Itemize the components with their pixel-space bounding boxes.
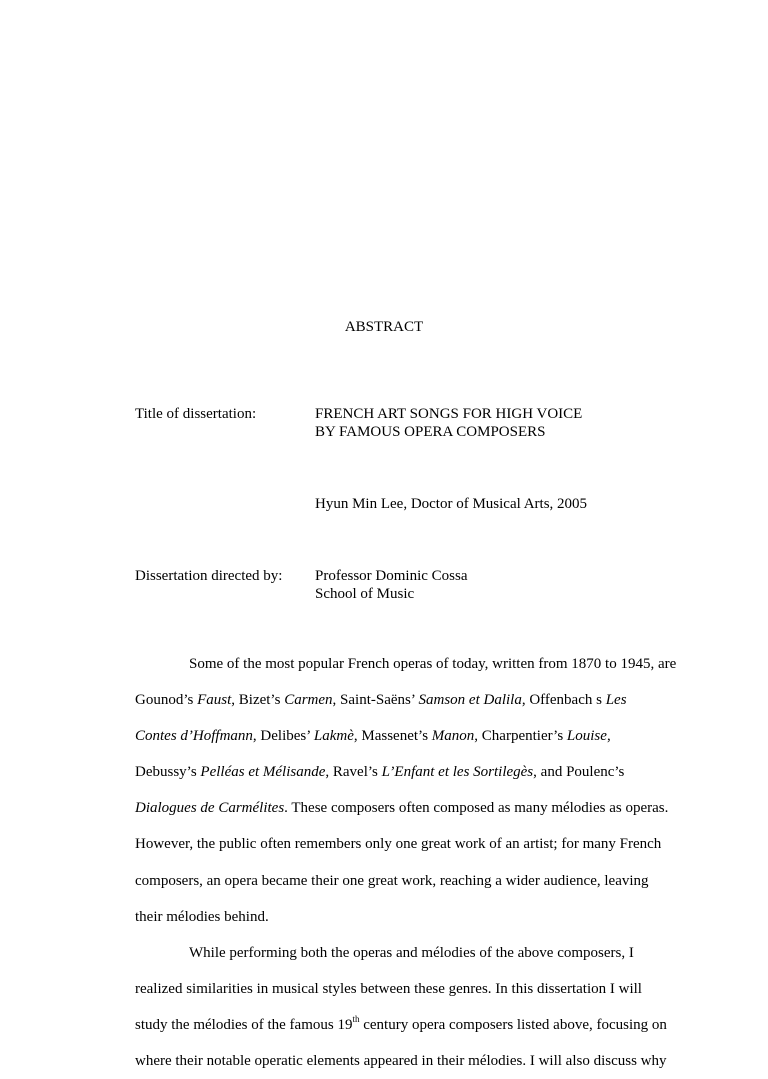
text-run: , Offenbach s <box>521 692 606 709</box>
opera-title: Faust <box>197 692 232 709</box>
p1-line-5 <box>81 790 669 826</box>
p2-line-2: realized similarities in musical styles between these genres. In this dissertation I will <box>135 980 642 997</box>
text-run: , <box>606 728 611 745</box>
text-run: Debussy’s <box>135 764 201 781</box>
title-line-2: BY FAMOUS OPERA COMPOSERS <box>315 424 546 440</box>
text-run: , Charpentier’s <box>474 728 567 745</box>
opera-title: Pelléas et Mélisande <box>200 764 326 781</box>
author-line: Hyun Min Lee, Doctor of Musical Arts, 2005 <box>315 496 588 512</box>
text-run: , Ravel’s <box>325 764 382 781</box>
paragraph-2 <box>135 935 667 1079</box>
opera-title: Dialogues de Carmélites <box>135 800 285 817</box>
title-label: Title of dissertation: <box>135 406 257 422</box>
abstract-body <box>135 646 677 1079</box>
abstract-heading: ABSTRACT <box>344 319 424 335</box>
text-run: , Delibes’ <box>252 728 314 745</box>
p1-line-2 <box>81 682 655 718</box>
p1-line-1: Some of the most popular French operas of today, written from 1870 to 1945, are <box>189 656 677 672</box>
opera-title: Les <box>605 692 627 709</box>
p1-line-3 <box>81 718 655 754</box>
text-run: , Massenet’s <box>353 728 432 745</box>
p2-line-4: where their notable operatic elements appeared in their mélodies. I will also discuss why <box>135 1053 667 1070</box>
opera-title: Carmen <box>284 692 333 709</box>
p1-line-6: However, the public often remembers only one great work of an artist; for many French <box>135 836 662 853</box>
p1-line-7: composers, an opera became their one great work, reaching a wider audience, leaving <box>135 872 649 889</box>
text-run: century opera composers listed above, focusing on <box>359 1016 667 1033</box>
p2-line-1: While performing both the operas and mélodies of the above composers, I <box>189 944 634 961</box>
opera-title: Manon <box>431 728 475 745</box>
director-name: Professor Dominic Cossa <box>315 568 468 584</box>
text-run: . These composers often composed as many mélodies as operas. <box>284 800 669 817</box>
director-department: School of Music <box>315 586 415 602</box>
p1-line-4 <box>81 754 655 790</box>
title-line-1: FRENCH ART SONGS FOR HIGH VOICE <box>315 406 583 422</box>
text-run: , and Poulenc’s <box>533 764 625 781</box>
p1-line-8: their mélodies behind. <box>135 908 269 925</box>
paragraph-1 <box>135 646 677 935</box>
text-run: , Bizet’s <box>231 692 285 709</box>
opera-title: Samson et Dalila <box>418 692 522 709</box>
director-label: Dissertation directed by: <box>135 568 283 584</box>
text-run: , Saint-Saëns’ <box>332 692 419 709</box>
opera-title: Louise <box>566 728 607 745</box>
p2-line-3 <box>81 1007 667 1043</box>
opera-title: Lakmè <box>313 728 354 745</box>
opera-title: Contes d’Hoffmann <box>135 728 253 745</box>
text-run: Gounod’s <box>135 692 198 709</box>
text-run: study the mélodies of the famous 19 <box>135 1016 353 1033</box>
superscript: th <box>352 1013 360 1024</box>
opera-title: L’Enfant et les Sortilegès <box>381 764 534 781</box>
